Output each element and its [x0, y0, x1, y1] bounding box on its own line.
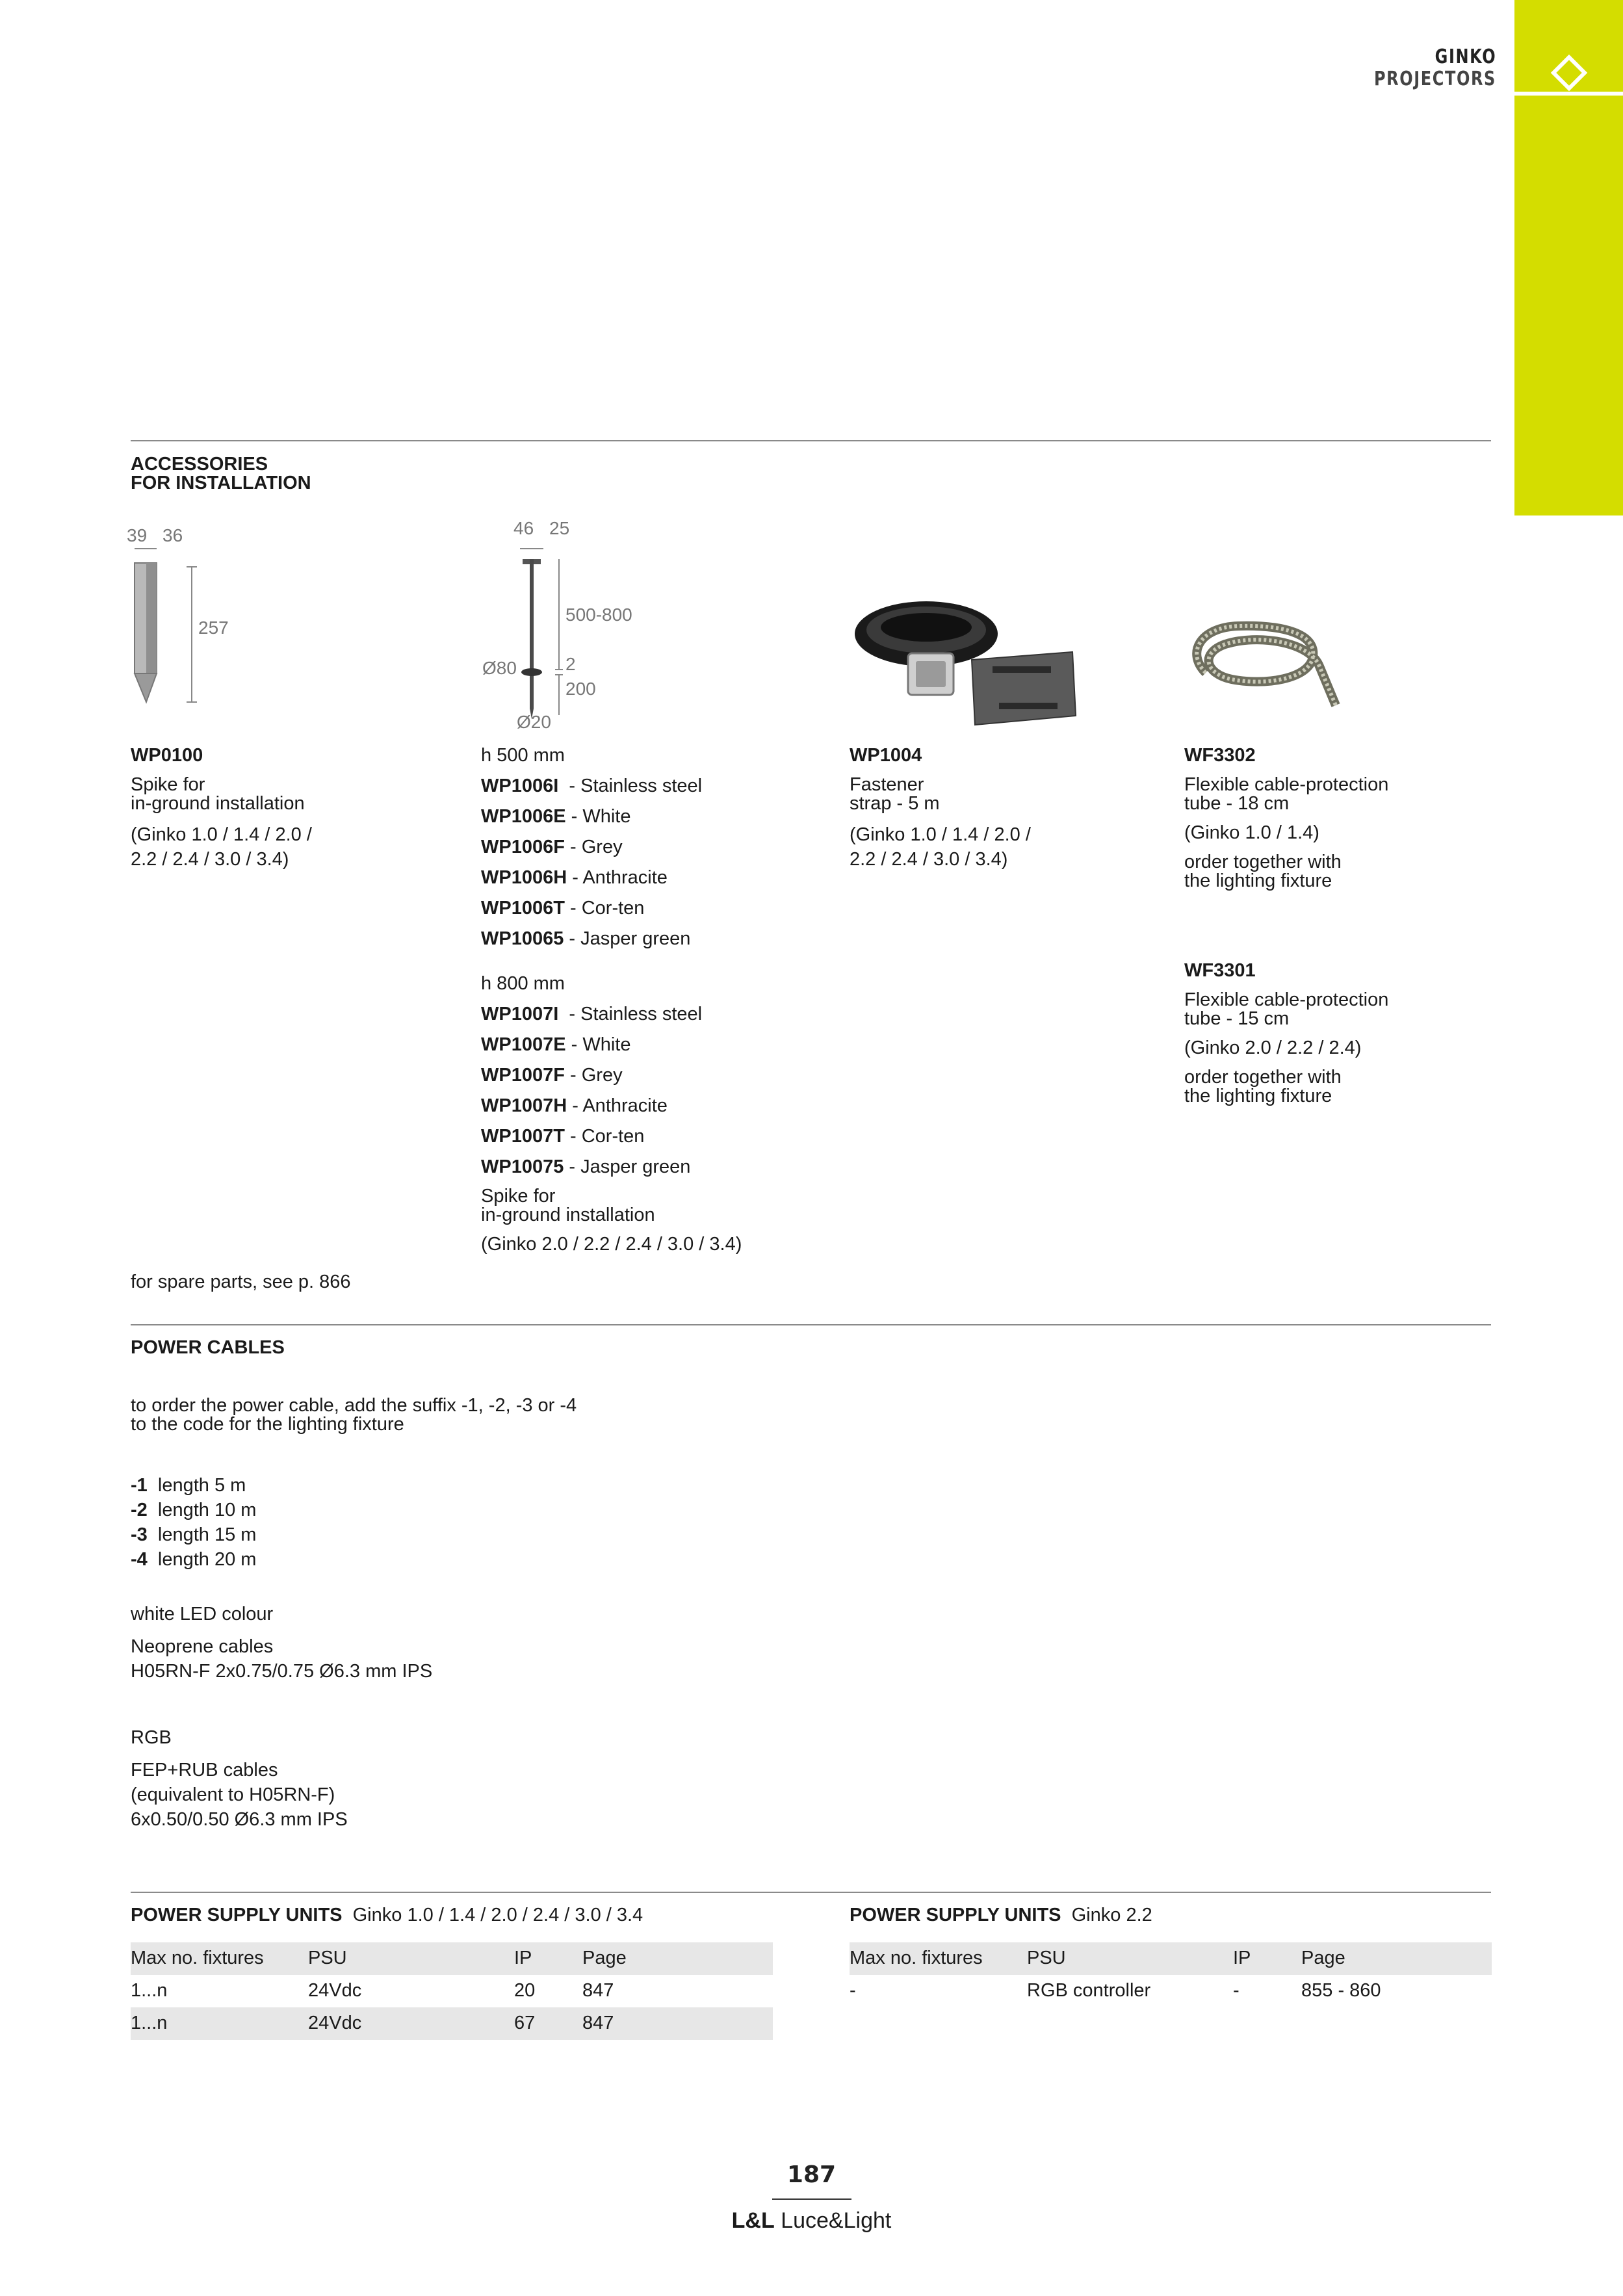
variant-label: - Cor-ten — [564, 1126, 645, 1147]
product-code: WP0100 — [131, 745, 203, 766]
psu-left-table — [131, 1942, 773, 2040]
product-note: the lighting fixture — [1184, 1086, 1332, 1106]
spec-line: Neoprene cables — [131, 1636, 274, 1657]
cable-length-list — [131, 1473, 256, 1572]
table-header-cell: PSU — [1027, 1948, 1066, 1968]
length-label: length 20 m — [147, 1549, 257, 1570]
brand — [0, 2208, 1623, 2234]
table-cell: - — [850, 1980, 856, 2001]
product-fit: (Ginko 2.0 / 2.2 / 2.4 / 3.0 / 3.4) — [481, 1234, 742, 1255]
h800-label: h 800 mm — [481, 973, 565, 994]
product-wf3301 — [1184, 960, 1496, 1106]
cable-length-row — [131, 1522, 256, 1547]
psu-heading-label: POWER SUPPLY UNITS — [850, 1905, 1061, 1925]
variant-code: WP1007H — [481, 1095, 567, 1116]
variant-label: - Cor-ten — [564, 898, 645, 919]
psu-left-heading — [131, 1905, 643, 1926]
dim-height: 257 — [198, 618, 229, 638]
length-label: length 10 m — [147, 1500, 257, 1520]
variant-label: - Stainless steel — [558, 776, 703, 796]
variant-row — [481, 806, 819, 837]
product-desc: in-ground installation — [481, 1205, 655, 1225]
psu-models: Ginko 2.2 — [1061, 1905, 1152, 1925]
length-label: length 5 m — [147, 1475, 246, 1496]
table-header-cell: Page — [582, 1948, 627, 1968]
variant-row — [481, 928, 819, 959]
variant-label: - Anthracite — [567, 1095, 668, 1116]
brand-rest: Luce&Light — [774, 2208, 892, 2233]
variant-row — [481, 898, 819, 928]
dim-width-2: 36 — [162, 525, 183, 545]
table-row — [850, 1975, 1492, 2007]
section-divider — [131, 1892, 1491, 1893]
variant-code: WP10065 — [481, 928, 564, 949]
variant-row — [481, 837, 819, 867]
variant-label: - Jasper green — [564, 1156, 691, 1177]
variant-row — [481, 1095, 819, 1126]
product-fit: (Ginko 2.0 / 2.2 / 2.4) — [1184, 1037, 1362, 1058]
accessories-heading — [131, 455, 311, 493]
tube-image — [1180, 601, 1349, 718]
variant-label: - Anthracite — [567, 867, 668, 888]
spec-line: FEP+RUB cables — [131, 1760, 278, 1781]
table-cell: 1...n — [131, 2013, 168, 2033]
psu-heading-label: POWER SUPPLY UNITS — [131, 1905, 343, 1925]
variant-row — [481, 776, 819, 806]
psu-right-table — [850, 1942, 1492, 2007]
length-suffix: -2 — [131, 1500, 148, 1520]
table-row — [131, 1975, 773, 2007]
power-cables-intro — [131, 1396, 577, 1434]
cable-length-row — [131, 1473, 256, 1498]
cable-length-row — [131, 1498, 256, 1522]
white-led-spec — [131, 1634, 432, 1684]
variant-code: WP1007I — [481, 1004, 559, 1024]
table-header-cell: Max no. fixtures — [131, 1948, 264, 1968]
h500-label: h 500 mm — [481, 745, 565, 766]
table-header-row — [850, 1942, 1492, 1975]
variant-code: WP1006I — [481, 776, 559, 796]
section-divider — [131, 1324, 1491, 1325]
product-desc: tube - 18 cm — [1184, 793, 1290, 814]
variant-row — [481, 1065, 819, 1095]
variant-label: - White — [565, 806, 631, 827]
length-label: length 15 m — [147, 1524, 257, 1545]
intro-line: to order the power cable, add the suffix -1, -2, -3 or -4 — [131, 1395, 577, 1416]
table-row — [131, 2007, 773, 2040]
table-cell: 24Vdc — [308, 2013, 362, 2033]
product-desc: Spike for — [131, 774, 205, 795]
product-desc: in-ground installation — [131, 793, 305, 814]
product-desc: Flexible cable-protection — [1184, 989, 1389, 1010]
variant-code: WP1007T — [481, 1126, 565, 1147]
variant-row — [481, 1004, 819, 1034]
heading-line: ACCESSORIES — [131, 454, 268, 475]
length-suffix: -3 — [131, 1524, 148, 1545]
table-cell: 24Vdc — [308, 1980, 362, 2001]
table-cell: 847 — [582, 1980, 614, 2001]
white-led-title: white LED colour — [131, 1604, 274, 1624]
product-fit: (Ginko 1.0 / 1.4) — [1184, 822, 1319, 843]
power-cables-heading: POWER CABLES — [131, 1337, 285, 1358]
product-fit: (Ginko 1.0 / 1.4 / 2.0 / — [850, 824, 1031, 845]
variant-code: WP1006T — [481, 898, 565, 919]
psu-right-heading — [850, 1905, 1152, 1926]
footer-rule — [772, 2198, 851, 2200]
variant-label: - Jasper green — [564, 928, 691, 949]
table-cell: - — [1233, 1980, 1240, 2001]
header-subtitle: PROJECTORS — [1374, 68, 1496, 90]
rgb-spec — [131, 1758, 348, 1832]
product-fit: 2.2 / 2.4 / 3.0 / 3.4) — [850, 849, 1008, 870]
variant-code: WP1007F — [481, 1065, 565, 1086]
table-header-cell: IP — [514, 1948, 532, 1968]
table-cell: 20 — [514, 1980, 536, 2001]
length-suffix: -4 — [131, 1549, 148, 1570]
product-note: order together with — [1184, 852, 1342, 872]
product-wp1006 — [481, 745, 819, 1255]
variant-label: - Grey — [564, 1065, 623, 1086]
variant-list-500 — [481, 776, 819, 959]
table-cell: 855 - 860 — [1301, 1980, 1381, 2001]
diamond-icon — [1548, 55, 1590, 96]
product-desc: strap - 5 m — [850, 793, 940, 814]
variant-row — [481, 1034, 819, 1065]
dim-tip: 200 — [565, 679, 596, 699]
product-wp1004 — [850, 745, 1162, 872]
cable-length-row — [131, 1547, 256, 1572]
table-header-cell: Max no. fixtures — [850, 1948, 983, 1968]
psu-models: Ginko 1.0 / 1.4 / 2.0 / 2.4 / 3.0 / 3.4 — [342, 1905, 643, 1925]
product-wp0100 — [131, 745, 443, 872]
variant-row — [481, 1156, 819, 1187]
product-note: order together with — [1184, 1067, 1342, 1088]
table-cell: 1...n — [131, 1980, 168, 2001]
dim-top-1: 46 — [513, 518, 534, 538]
table-cell: 67 — [514, 2013, 536, 2033]
spec-line: H05RN-F 2x0.75/0.75 Ø6.3 mm IPS — [131, 1661, 433, 1682]
variant-code: WP1007E — [481, 1034, 566, 1055]
dim-length: 500-800 — [565, 605, 632, 625]
product-fit: 2.2 / 2.4 / 3.0 / 3.4) — [131, 849, 289, 870]
length-suffix: -1 — [131, 1475, 148, 1496]
variant-label: - Stainless steel — [558, 1004, 703, 1024]
dim-top-2: 25 — [549, 518, 570, 538]
table-cell: RGB controller — [1027, 1980, 1151, 2001]
product-code: WF3302 — [1184, 745, 1256, 766]
dim-width-1: 39 — [127, 525, 148, 545]
strap-image — [848, 588, 1082, 728]
table-header-cell: IP — [1233, 1948, 1251, 1968]
product-desc: Fastener — [850, 774, 924, 795]
dim-disc: Ø80 — [482, 658, 517, 678]
spare-parts-note: for spare parts, see p. 866 — [131, 1272, 351, 1292]
section-divider — [131, 440, 1491, 441]
section-tab — [1514, 0, 1623, 515]
product-code: WF3301 — [1184, 960, 1256, 981]
variant-code: WP1006E — [481, 806, 566, 827]
variant-list-800 — [481, 1004, 819, 1187]
rod-spike-drawing — [481, 540, 578, 722]
intro-line: to the code for the lighting fixture — [131, 1414, 404, 1435]
product-desc: Flexible cable-protection — [1184, 774, 1389, 795]
heading-line: FOR INSTALLATION — [131, 473, 311, 493]
product-wf3302 — [1184, 745, 1496, 891]
variant-label: - Grey — [564, 837, 623, 857]
brand-bold: L&L — [731, 2208, 775, 2233]
dim-thickness: 2 — [565, 654, 576, 674]
product-fit: (Ginko 1.0 / 1.4 / 2.0 / — [131, 824, 312, 845]
product-desc: Spike for — [481, 1186, 556, 1207]
table-header-row — [131, 1942, 773, 1975]
table-header-cell: Page — [1301, 1948, 1345, 1968]
page-number: 187 — [786, 2161, 837, 2188]
spike-drawing — [127, 540, 205, 709]
spec-line: (equivalent to H05RN-F) — [131, 1784, 335, 1805]
variant-code: WP1006H — [481, 867, 567, 888]
table-cell: 847 — [582, 2013, 614, 2033]
rgb-title: RGB — [131, 1727, 172, 1748]
header-title: GINKO — [1435, 46, 1496, 68]
variant-row — [481, 867, 819, 898]
table-header-cell: PSU — [308, 1948, 347, 1968]
variant-code: WP1006F — [481, 837, 565, 857]
variant-label: - White — [565, 1034, 631, 1055]
product-code: WP1004 — [850, 745, 922, 766]
product-desc: tube - 15 cm — [1184, 1008, 1290, 1029]
product-note: the lighting fixture — [1184, 870, 1332, 891]
spec-line: 6x0.50/0.50 Ø6.3 mm IPS — [131, 1809, 348, 1830]
dim-bottom: Ø20 — [517, 712, 551, 732]
variant-code: WP10075 — [481, 1156, 564, 1177]
variant-row — [481, 1126, 819, 1156]
